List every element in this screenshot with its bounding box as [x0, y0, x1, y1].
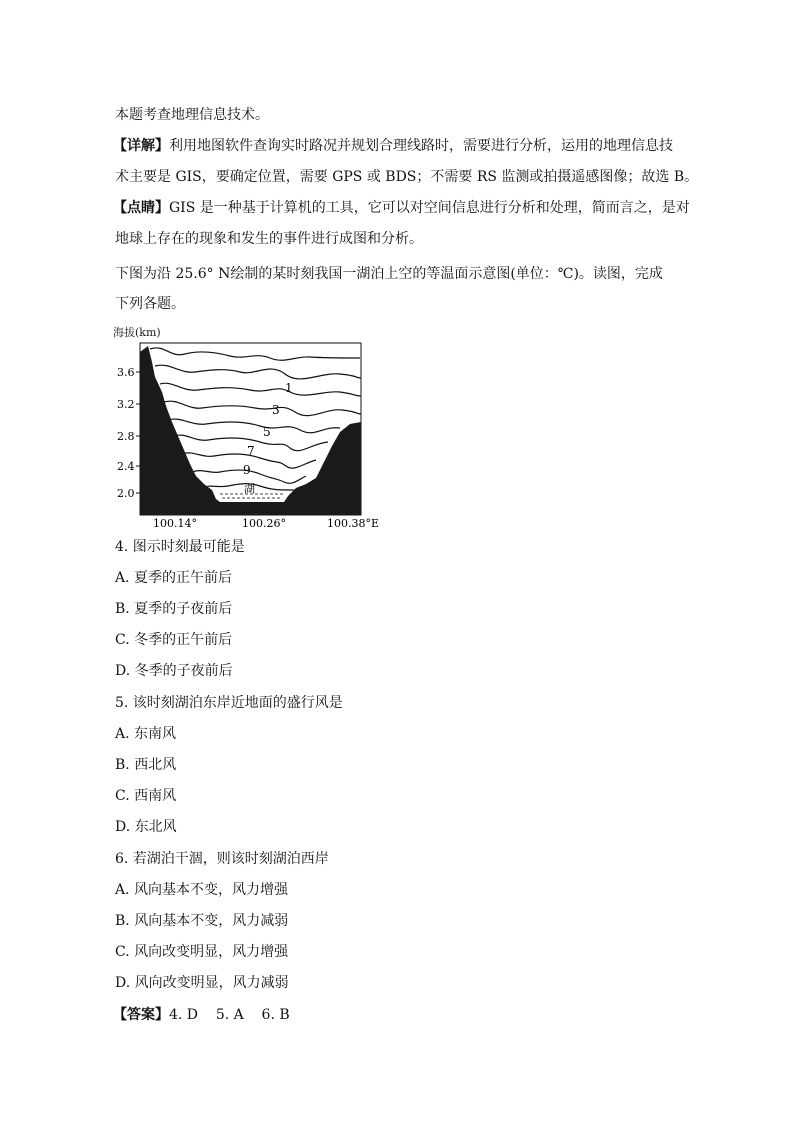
stem-line-1: 下图为沿 25.6° N绘制的某时刻我国一湖泊上空的等温面示意图(单位：℃)。读图，完成 — [115, 266, 663, 282]
detail-line-1 — [113, 137, 673, 155]
answer-line — [113, 1006, 290, 1024]
figure-ylabel: 海拔(km) — [113, 326, 161, 339]
answer-tag: 【答案】 — [113, 1007, 169, 1023]
isotherm-figure — [110, 322, 390, 532]
question-4-option-a: A. 夏季的正午前后 — [115, 570, 233, 586]
terrain-floor — [210, 500, 286, 515]
y-tick-2.8: 2.8 — [117, 430, 135, 443]
isotherm-label-3: 3 — [272, 403, 280, 417]
question-4-option-c: C. 冬季的正午前后 — [115, 632, 233, 648]
question-5-option-b: B. 西北风 — [115, 757, 177, 773]
isotherm-label-9: 9 — [243, 463, 251, 477]
question-6-option-c: C. 风向改变明显，风力增强 — [115, 944, 289, 960]
comment-line-2: 地球上存在的现象和发生的事件进行成图和分析。 — [115, 231, 423, 247]
intro-text: 本题考查地理信息技术。 — [115, 107, 269, 123]
question-4-option-d: D. 冬季的子夜前后 — [115, 663, 233, 679]
question-5-option-d: D. 东北风 — [115, 819, 177, 835]
x-tick-100.26: 100.26° — [242, 517, 286, 530]
comment-tag: 【点睛】 — [113, 200, 169, 216]
isotherm-label-7: 7 — [247, 444, 255, 458]
question-6-option-d: D. 风向改变明显，风力减弱 — [115, 975, 289, 991]
question-6-stem: 6. 若湖泊干涸，则该时刻湖泊西岸 — [115, 851, 329, 867]
comment-text-1: GIS 是一种基于计算机的工具，它可以对空间信息进行分析和处理，简而言之，是对 — [169, 200, 690, 216]
y-tick-2.0: 2.0 — [117, 487, 135, 500]
question-5-stem: 5. 该时刻湖泊东岸近地面的盛行风是 — [115, 695, 343, 711]
y-tick-3.6: 3.6 — [117, 366, 135, 379]
isotherm-label-1: 1 — [285, 381, 293, 395]
question-5-option-a: A. 东南风 — [115, 726, 177, 742]
x-tick-100.14: 100.14° — [153, 517, 197, 530]
detail-text-1: 利用地图软件查询实时路况并规划合理线路时，需要进行分析，运用的地理信息技 — [169, 138, 673, 154]
detail-line-2: 术主要是 GIS，要确定位置，需要 GPS 或 BDS；不需要 RS 监测或拍摄遥感图像；故选 B。 — [115, 169, 699, 185]
question-4-stem: 4. 图示时刻最可能是 — [115, 539, 245, 555]
y-tick-3.2: 3.2 — [117, 398, 135, 411]
question-6-option-b: B. 风向基本不变，风力减弱 — [115, 913, 289, 929]
comment-line-1 — [113, 199, 690, 217]
question-4-option-b: B. 夏季的子夜前后 — [115, 601, 233, 617]
y-tick-2.4: 2.4 — [117, 460, 135, 473]
detail-tag: 【详解】 — [113, 138, 169, 154]
question-6-option-a: A. 风向基本不变，风力增强 — [115, 882, 289, 898]
stem-line-2: 下列各题。 — [115, 296, 185, 312]
y-tick-marks — [136, 372, 140, 493]
answer-text: 4. D 5. A 6. B — [169, 1007, 290, 1023]
lake-label: 湖 — [244, 482, 255, 495]
x-tick-100.38: 100.38°E — [327, 517, 380, 530]
question-5-option-c: C. 西南风 — [115, 788, 177, 804]
isotherm-label-5: 5 — [263, 425, 271, 439]
